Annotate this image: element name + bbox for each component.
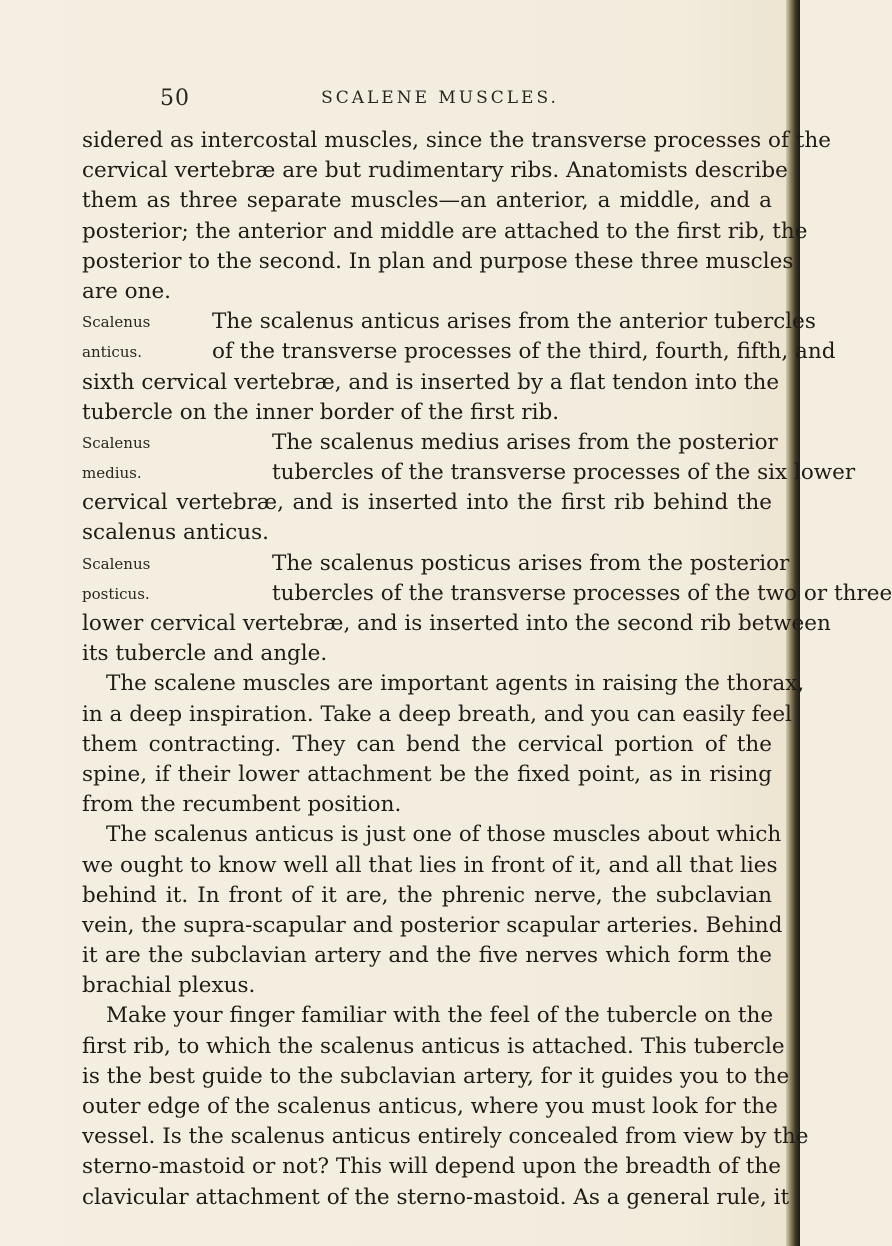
text-line: cervical vertebræ are but rudimentary ribs. Anatomists describe [82,158,788,184]
text-line: scalenus anticus. [82,520,269,546]
text-line: lower cervical vertebræ, and is inserted into the second rib between [82,611,831,636]
text-line: Scalenus The scalenus anticus arises from the anterior tubercles [82,307,772,337]
text-line: are one. [82,278,172,304]
text-line: them as three separate muscles—an anterior, a middle, and a [82,188,772,214]
text-line: behind it. In front of it are, the phrenic nerve, the subclavian [82,882,772,908]
text-line: tubercle on the inner border of the first rib. [82,399,560,425]
text-line: spine, if their lower attachment be the fixed point, as in rising [82,761,772,787]
text-line: posterior; the anterior and middle are attached to the first rib, the [82,218,808,244]
text-line: clavicular attachment of the sterno-mastoid. As a general rule, it [82,1184,790,1210]
text-line: anticus. of the transverse processes of the third, fourth, fifth, and [82,337,772,367]
margin-note-scalenus-anticus: Scalenus [82,313,151,332]
text-line: cervical vertebræ, and is inserted into the first rib behind the [82,490,772,516]
text-line: The scalene muscles are important agents in raising the thorax, [106,671,805,697]
text-line: from the recumbent position. [82,792,402,818]
margin-note-scalenus-medius: Scalenus [82,433,151,452]
text-line: vessel. Is the scalenus anticus entirely concealed from view by the [82,1124,809,1150]
text-line: sterno-mastoid or not? This will depend upon the breadth of the [82,1154,781,1180]
text-line: medius. tubercles of the transverse processes of the six lower [82,458,772,488]
text-line: Scalenus The scalenus medius arises from the posterior [82,428,772,458]
running-head: SCALENE MUSCLES. [321,88,559,108]
text-line: its tubercle and angle. [82,641,328,667]
text-line: outer edge of the scalenus anticus, where you must look for the [82,1094,778,1119]
text-line: we ought to know well all that lies in front of it, and all that lies [82,852,778,878]
text-line: first rib, to which the scalenus anticus is attached. This tubercle [82,1033,785,1059]
margin-note-anticus: anticus. [82,343,142,362]
margin-note-scalenus-posticus: Scalenus [82,554,151,573]
margin-note-posticus: posticus. [82,584,150,603]
text-line: Make your finger familiar with the feel of the tubercle on the [106,1003,774,1029]
text-line: is the best guide to the subclavian artery, for it guides you to the [82,1063,790,1089]
text-line: them contracting. They can bend the cervical portion of the [82,731,772,757]
text-line: vein, the supra-scapular and posterior scapular arteries. Behind [82,912,783,938]
text-line: it are the subclavian artery and the five nerves which form the [82,943,772,969]
text-line: posterior to the second. In plan and purpose these three muscles [82,248,794,274]
text-line: posticus. tubercles of the transverse processes of the two or three [82,579,772,609]
text-line: Scalenus The scalenus posticus arises from the posterior [82,549,772,579]
body-text [82,126,892,1213]
text-line: The scalenus anticus is just one of those muscles about which [106,822,782,848]
text-line: brachial plexus. [82,973,256,999]
text-line: in a deep inspiration. Take a deep breath, and you can easily feel [82,701,792,727]
page-header [160,86,720,116]
margin-note-medius: medius. [82,464,142,483]
text-line: sixth cervical vertebræ, and is inserted by a flat tendon into the [82,369,780,395]
text-line: sidered as intercostal muscles, since the transverse processes of the [82,128,831,153]
page-number: 50 [160,86,190,111]
